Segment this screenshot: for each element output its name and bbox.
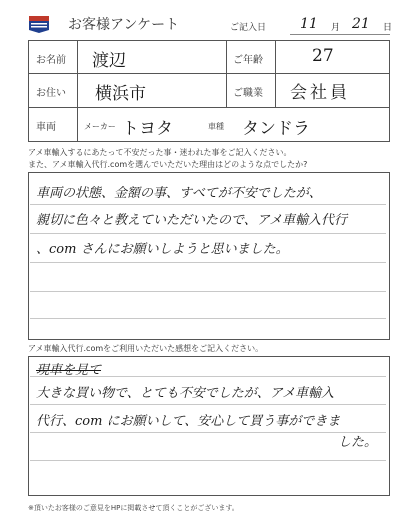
date-day-unit: 日: [383, 23, 393, 33]
question1-answer-line: 親切に色々と教えていただいたので、アメ車輸入代行: [36, 213, 347, 228]
question1-answer-line: 、com さんにお願いしようと思いました。: [36, 242, 289, 257]
table-divider: [226, 40, 227, 107]
table-divider: [77, 40, 78, 107]
name-value: 渡辺: [92, 51, 126, 71]
answer-rule: [30, 233, 386, 234]
table-divider: [28, 73, 390, 74]
job-value: 会社員: [290, 83, 350, 103]
date-month-unit: 月: [331, 23, 341, 33]
answer-rule: [30, 432, 386, 433]
answer-rule: [30, 404, 386, 405]
age-label: ご年齢: [233, 55, 263, 66]
date-underline: [290, 34, 390, 35]
answer-rule: [30, 204, 386, 205]
question2-answer-line: 代行、com にお願いして、安心して買う事ができま: [36, 414, 341, 429]
question2-answer-line: した。: [338, 435, 378, 450]
question2-answer-line: 大きな買い物で、とても不安でしたが、アメ車輸入: [36, 386, 334, 401]
question1-line1: アメ車輸入するにあたって不安だった事・迷われた事をご記入ください。: [28, 148, 292, 157]
maker-value: トヨタ: [122, 119, 173, 139]
model-value: タンドラ: [242, 119, 310, 139]
company-logo: [28, 14, 50, 34]
table-divider: [275, 40, 276, 107]
form-title: お客様アンケート: [68, 17, 180, 33]
question2-line1: アメ車輸入代行.comをご利用いただいた感想をご記入ください。: [28, 344, 264, 353]
answer-rule: [30, 291, 386, 292]
maker-label: メーカー: [84, 122, 116, 131]
table-divider: [28, 107, 390, 108]
answer-rule: [30, 318, 386, 319]
question2-crossed-out-text: 現車を見て: [36, 363, 102, 378]
address-value: 横浜市: [95, 84, 146, 104]
date-month: 11: [300, 16, 318, 32]
model-label: 車種: [208, 122, 224, 131]
question1-answer-line: 車両の状態、金額の事、すべてが不安でしたが、: [36, 186, 322, 201]
job-label: ご職業: [233, 88, 263, 99]
age-value: 27: [312, 46, 334, 66]
question1-line2: また、アメ車輸入代行.comを選んでいただいた理由はどのような点でしたか?: [28, 160, 308, 169]
footer-note: ※頂いたお客様のご意見をHPに掲載させて頂くことがございます。: [28, 504, 239, 512]
date-label: ご記入日: [230, 23, 267, 33]
answer-rule: [30, 460, 386, 461]
vehicle-label: 車両: [36, 122, 56, 133]
answer-rule: [30, 262, 386, 263]
address-label: お住い: [36, 88, 66, 99]
date-day: 21: [352, 16, 370, 32]
table-divider: [77, 107, 78, 142]
name-label: お名前: [36, 55, 66, 66]
